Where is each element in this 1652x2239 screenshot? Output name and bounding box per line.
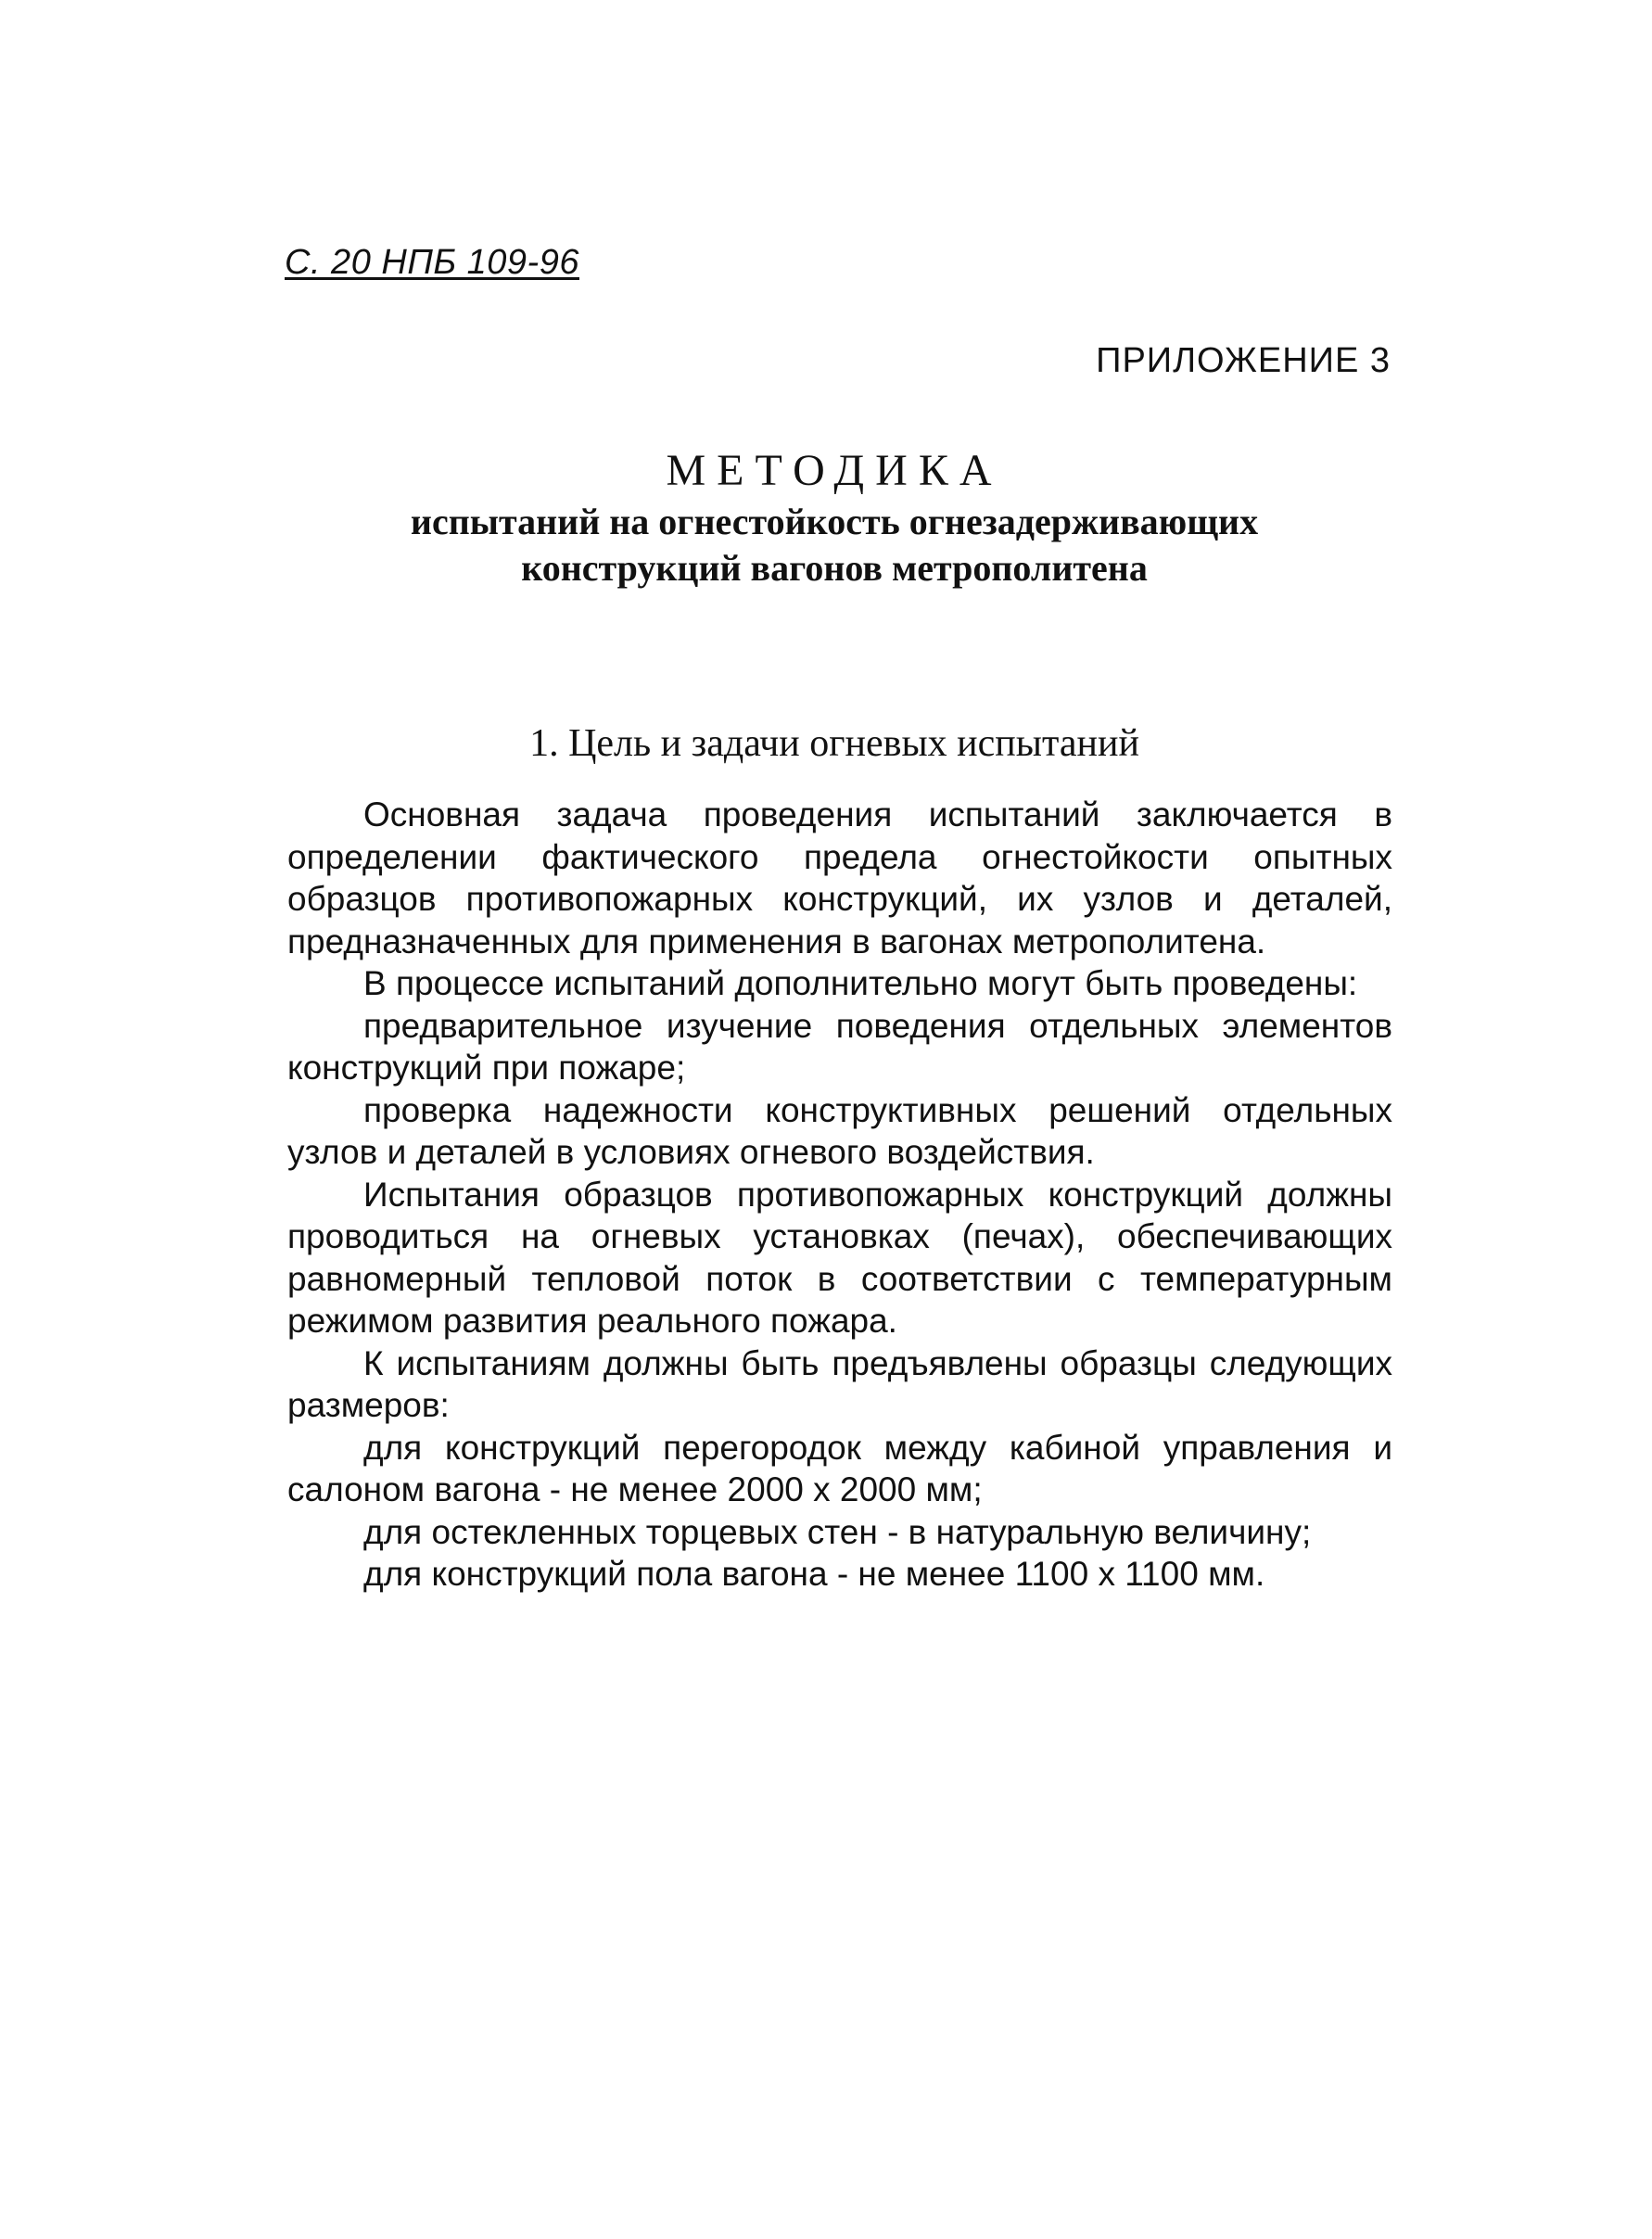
paragraph: проверка надежности конструктивных решений отдельных узлов и деталей в условиях огневого воздействия. xyxy=(287,1090,1392,1171)
paragraph: Испытания образцов противопожарных конструкций должны проводиться на огневых установках (печах), обеспечивающих равномерный тепловой поток в соответствии с температурным режимом развития реального пожара. xyxy=(287,1175,1392,1340)
title-subtitle-line-1: испытаний на огнестойкость огнезадерживающих xyxy=(410,501,1259,542)
document-title: МЕТОДИКА xyxy=(666,446,1003,495)
title-block xyxy=(278,443,1391,592)
paragraph: для конструкций пола вагона - не менее 1100 х 1100 мм. xyxy=(363,1555,1265,1593)
section-heading: 1. Цель и задачи огневых испытаний xyxy=(529,722,1139,765)
appendix-label: ПРИЛОЖЕНИЕ 3 xyxy=(1096,341,1391,380)
paragraph: Основная задача проведения испытаний заключается в определении фактического предела огнестойкости опытных образцов противопожарных конструкций, их узлов и деталей, предназначенных для применения в вагонах метрополитена. xyxy=(287,795,1392,960)
paragraph: В процессе испытаний дополнительно могут быть проведены: xyxy=(363,964,1358,1002)
body-text xyxy=(287,794,1392,1596)
paragraph: для конструкций перегородок между кабиной управления и салоном вагона - не менее 2000 х 2000 мм; xyxy=(287,1428,1392,1508)
page-reference: С. 20 НПБ 109-96 xyxy=(285,243,579,282)
paragraph: предварительное изучение поведения отдельных элементов конструкций при пожаре; xyxy=(287,1006,1392,1087)
paragraph: для остекленных торцевых стен - в натуральную величину; xyxy=(363,1512,1312,1551)
paragraph: К испытаниям должны быть предъявлены образцы следующих размеров: xyxy=(287,1343,1392,1424)
title-subtitle-line-2: конструкций вагонов метрополитена xyxy=(521,547,1148,589)
